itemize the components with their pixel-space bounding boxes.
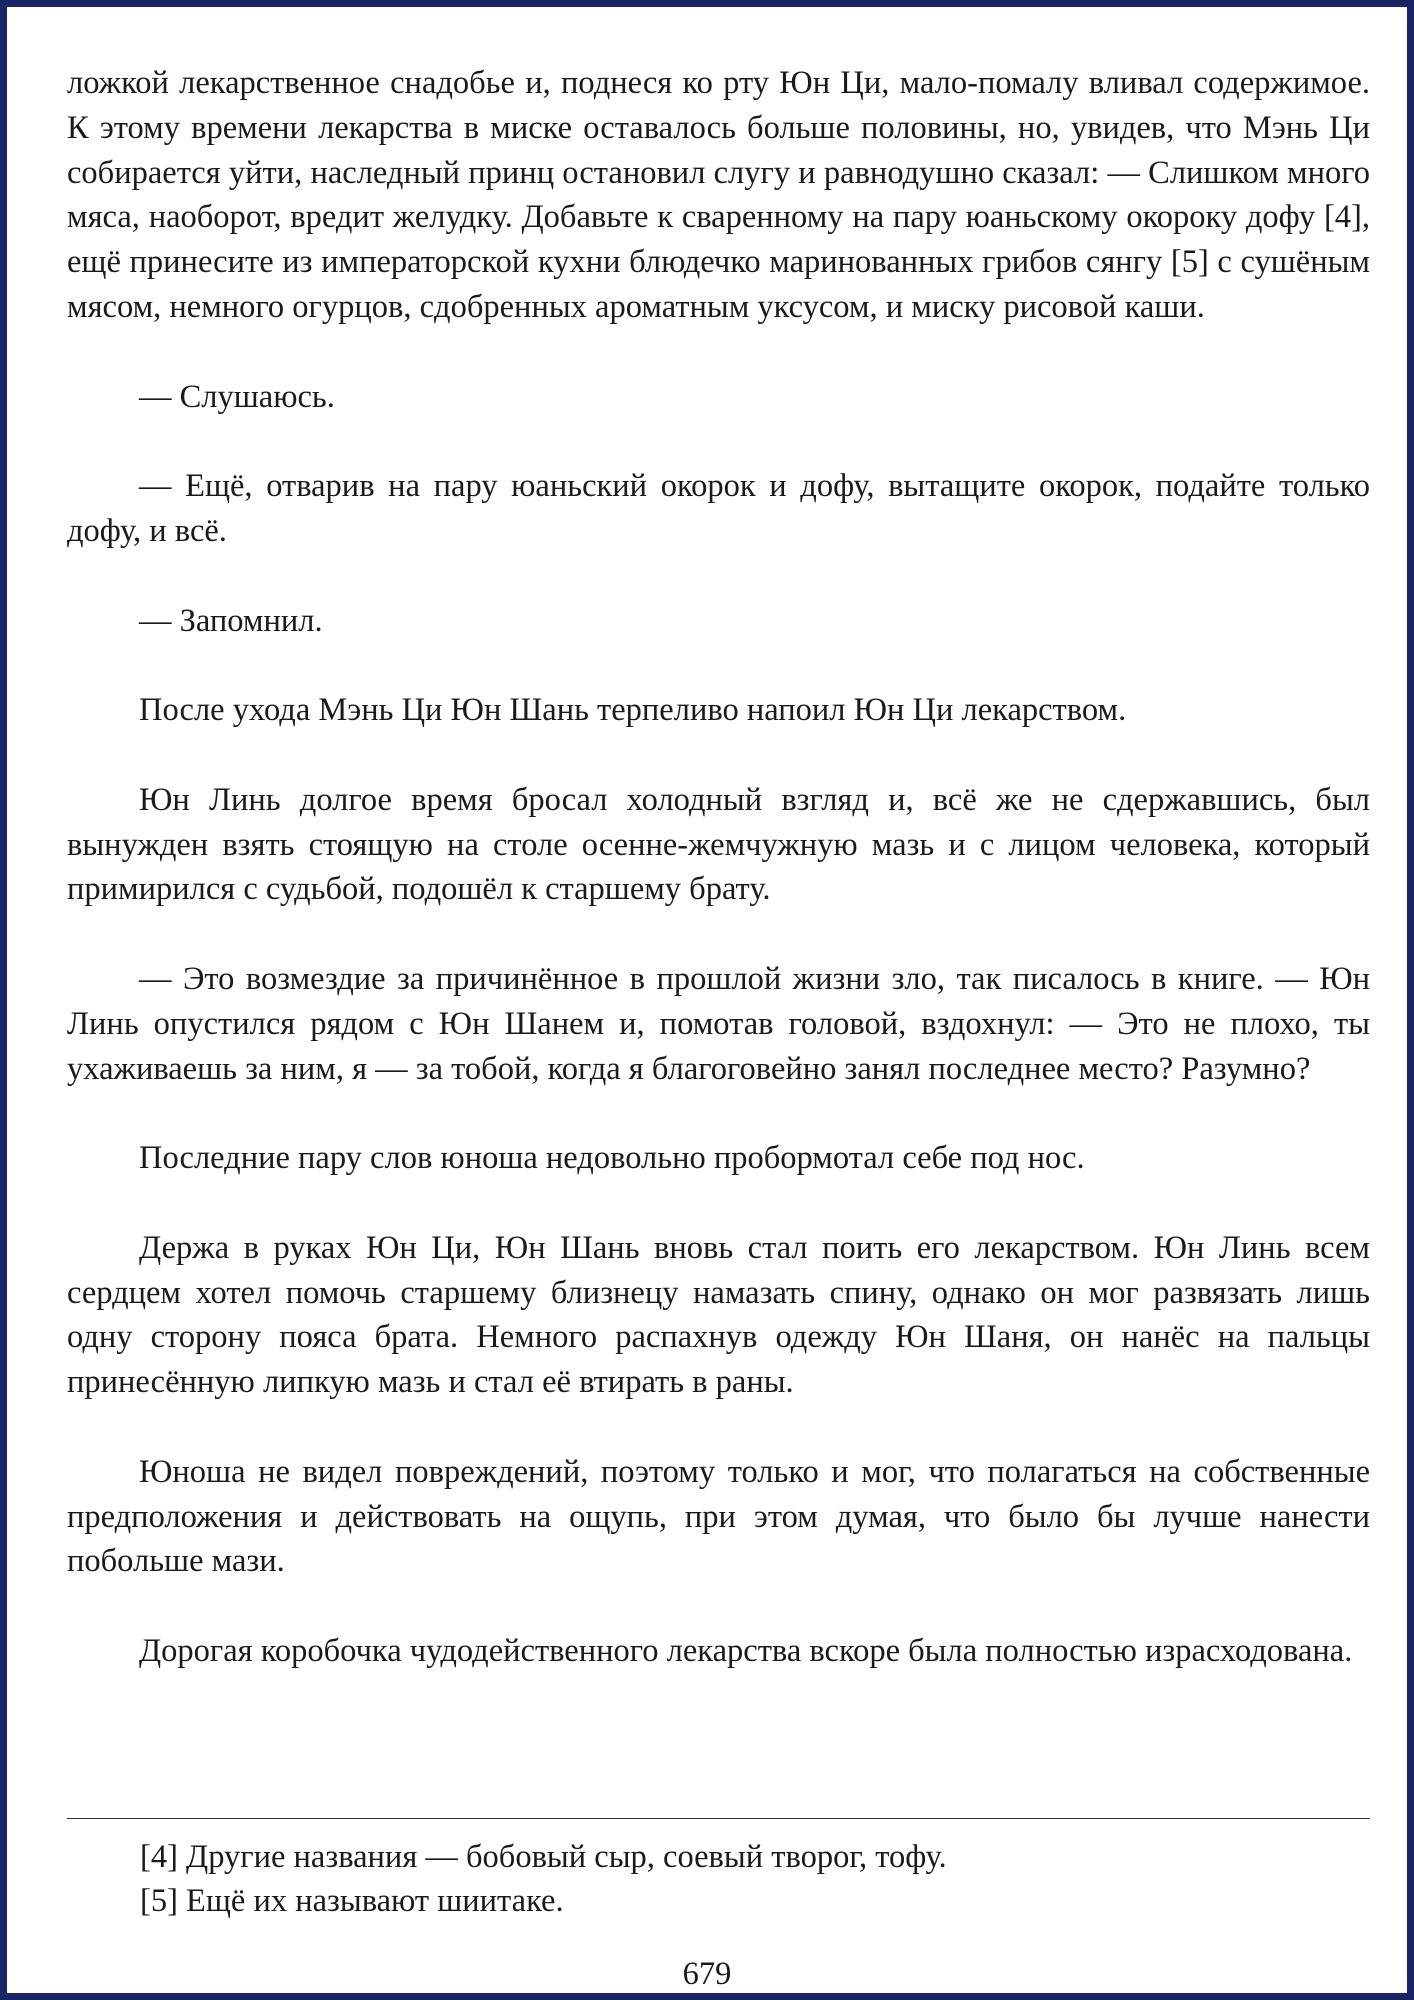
paragraph: — Ещё, отварив на пару юаньский окорок и дофу, вытащите окорок, подайте только дофу, и всё.: [67, 468, 1370, 549]
page-number: 679: [682, 1956, 732, 1992]
footnotes: [67, 1835, 1370, 1923]
paragraph: Дорогая коробочка чудодейственного лекарства вскоре была полностью израсходована.: [139, 1632, 1353, 1669]
paragraph: — Запомнил.: [139, 602, 323, 639]
paragraph: — Это возмездие за причинённое в прошлой жизни зло, так писалось в книге. — Юн Линь опустился рядом с Юн Шанем и, помотав головой, вздохнул: — Это не плохо, ты ухаживаешь за ним, я — за тобой, когда я благоговейно занял последнее место? Разумно?: [67, 960, 1370, 1087]
paragraph: Юн Линь долгое время бросал холодный взгляд и, всё же не сдержавшись, был вынужден взять стоящую на столе осенне-жемчужную мазь и с лицом человека, который примирился с судьбой, подошёл к старшему брату.: [67, 781, 1370, 908]
paragraph: Последние пару слов юноша недовольно пробормотал себе под нос.: [139, 1140, 1085, 1177]
paragraph: Юноша не видел повреждений, поэтому только и мог, что полагаться на собственные предположения и действовать на ощупь, при этом думая, что было бы лучше нанести побольше мази.: [67, 1453, 1370, 1580]
footnote-4: [4] Другие названия — бобовый сыр, соевый творог, тофу.: [140, 1839, 947, 1875]
paragraph: — Слушаюсь.: [139, 378, 335, 415]
paragraph: ложкой лекарственное снадобье и, поднеся ко рту Юн Ци, мало-помалу вливал содержимое. К этому времени лекарства в миске оставалось больше половины, но, увидев, что Мэнь Ци собирается уйти, наследный принц остановил слугу и равнодушно сказал: — Слишком много мяса, наоборот, вредит желудку. Добавьте к сваренному на пару юаньскому окороку дофу [4], ещё принесите из императорской кухни блюдечко маринованных грибов сянгу [5] с сушёным мясом, немного огурцов, сдобренных ароматным уксусом, и миску рисовой каши.: [67, 65, 1370, 325]
paragraph: Держа в руках Юн Ци, Юн Шань вновь стал поить его лекарством. Юн Линь всем сердцем хотел помочь старшему близнецу намазать спину, однако он мог развязать лишь одну сторону пояса брата. Немного распахнув одежду Юн Шаня, он нанёс на пальцы принесённую липкую мазь и стал её втирать в раны.: [67, 1229, 1370, 1401]
main-text: [67, 61, 1370, 1674]
footnote-divider: [67, 1818, 1370, 1819]
paragraph: После ухода Мэнь Ци Юн Шань терпеливо напоил Юн Ци лекарством.: [139, 692, 1127, 729]
footnote-5: [5] Ещё их называют шиитаке.: [140, 1883, 564, 1919]
